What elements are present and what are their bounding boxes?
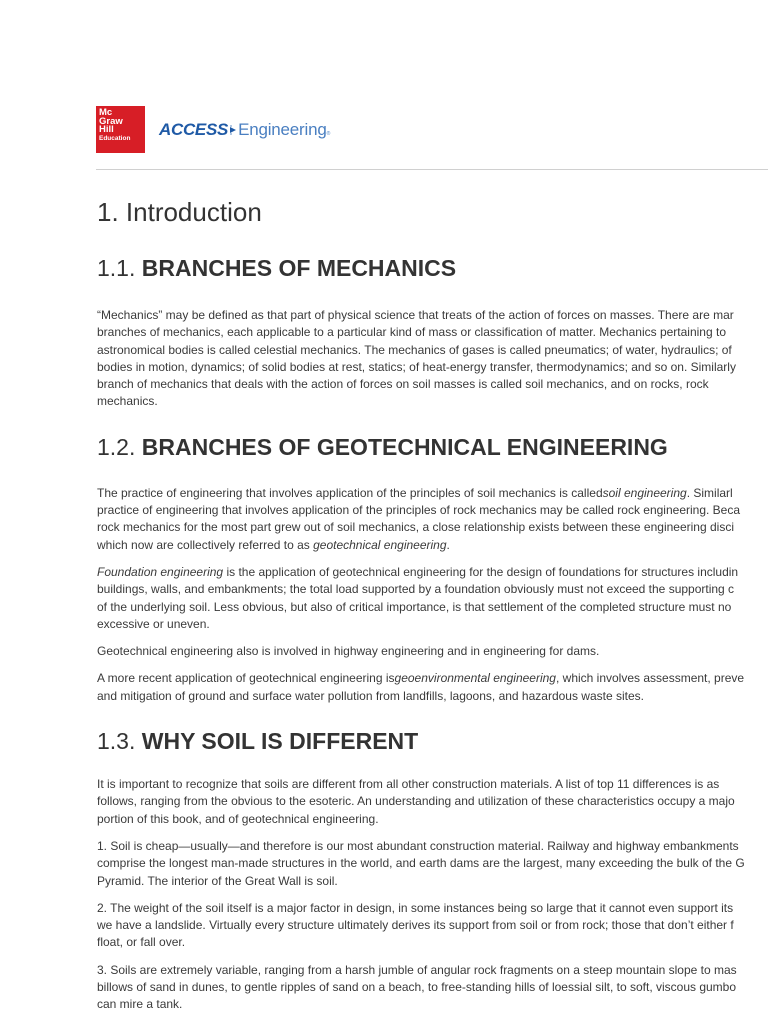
list-item-2: 2. The weight of the soil itself is a major factor in design, in some instances being so large that it cannot even support its we have a landslide. Virtually every structure ultimately derives its support from soil or from rock; those that don’t either f float, or fall over. <box>97 900 734 950</box>
list-item-3: 3. Soils are extremely variable, ranging from a harsh jumble of angular rock fragments on a steep mountain slope to mas billows of sand in dunes, to gentle ripples of sand on a beach, to free-standing hills of loessial silt, to soft, viscous gumbo can mire a tank. <box>97 962 737 1012</box>
section-1-2-paragraph-3: Geotechnical engineering also is involved in highway engineering and in engineering for dams. <box>97 644 600 659</box>
access-engineering-logo <box>159 120 330 140</box>
document-body <box>97 196 768 1014</box>
section-heading-1-1: 1.1. BRANCHES OF MECHANICS <box>97 255 457 281</box>
section-1-3-intro: It is important to recognize that soils are different from all other construction materials. A list of top 11 differences is as follows, ranging from the obvious to the esoteric. An understanding and utilization of these characteristics occupy a majo portion of this book, and of geotechnical engineering. <box>97 777 735 826</box>
logo-access-text: ACCESS <box>159 119 229 139</box>
logo-arrow-icon <box>229 123 237 137</box>
section-1-2-paragraph-2: Foundation engineering is the application of geotechnical engineering for the design of foundations for structures includin buildings, walls, and embankments; the total load supported by a foundation obviously must not exceed the supporting c of the underlying soil. Less obvious, but also of critical importance, is that settlement of the completed structure must no excessive or uneven. <box>97 564 739 631</box>
mcgraw-hill-education-logo: Mc Graw Hill Education <box>96 106 145 153</box>
section-1-1-paragraph: “Mechanics” may be defined as that part of physical science that treats of the action of forces on masses. There are mar branches of mechanics, each applicable to a particular kind of mass or classification of matter. Mechanics pertaining to astronomical bodies is called celestial mechanics. The mechanics of gases is called pneumatics; of water, hydraulics; of bodies in motion, dynamics; of solid bodies at rest, statics; of heat-energy transfer, thermodynamics; and so on. Similarly branch of mechanics that deals with the action of forces on soil masses is called soil mechanics, and on rocks, rock mechanics. <box>97 308 736 409</box>
section-heading-1-3: 1.3. WHY SOIL IS DIFFERENT <box>97 728 419 755</box>
section-1-2-paragraph-1: The practice of engineering that involves application of the principles of soil mechanics is calledsoil engineering. Similarl practice of engineering that involves application of the principles of rock mechanics may be called rock engineering. Beca rock mechanics for the most part grew out of soil mechanics, a close relationship exists between these engineering disci which now are collectively referred to as geotechnical engineering. <box>97 485 741 552</box>
chapter-title: 1. Introduction <box>97 197 262 227</box>
section-heading-1-2: 1.2. BRANCHES OF GEOTECHNICAL ENGINEERING <box>97 433 668 460</box>
list-item-1: 1. Soil is cheap—usually—and therefore is our most abundant construction material. Railway and highway embankments comprise the longest man-made structures in the world, and earth dams are the largest, many exceeding the bulk of the G Pyramid. The interior of the Great Wall is soil. <box>97 838 745 888</box>
logo-trademark: ® <box>326 130 331 137</box>
logo-engineering-text: Engineering <box>238 119 327 139</box>
document-header <box>96 106 330 153</box>
section-1-2-paragraph-4: A more recent application of geotechnical engineering isgeoenvironmental engineering, which involves assessment, preve and mitigation of ground and surface water pollution from landfills, lagoons, and hazardous waste sites. <box>97 671 745 703</box>
header-divider <box>96 169 768 170</box>
